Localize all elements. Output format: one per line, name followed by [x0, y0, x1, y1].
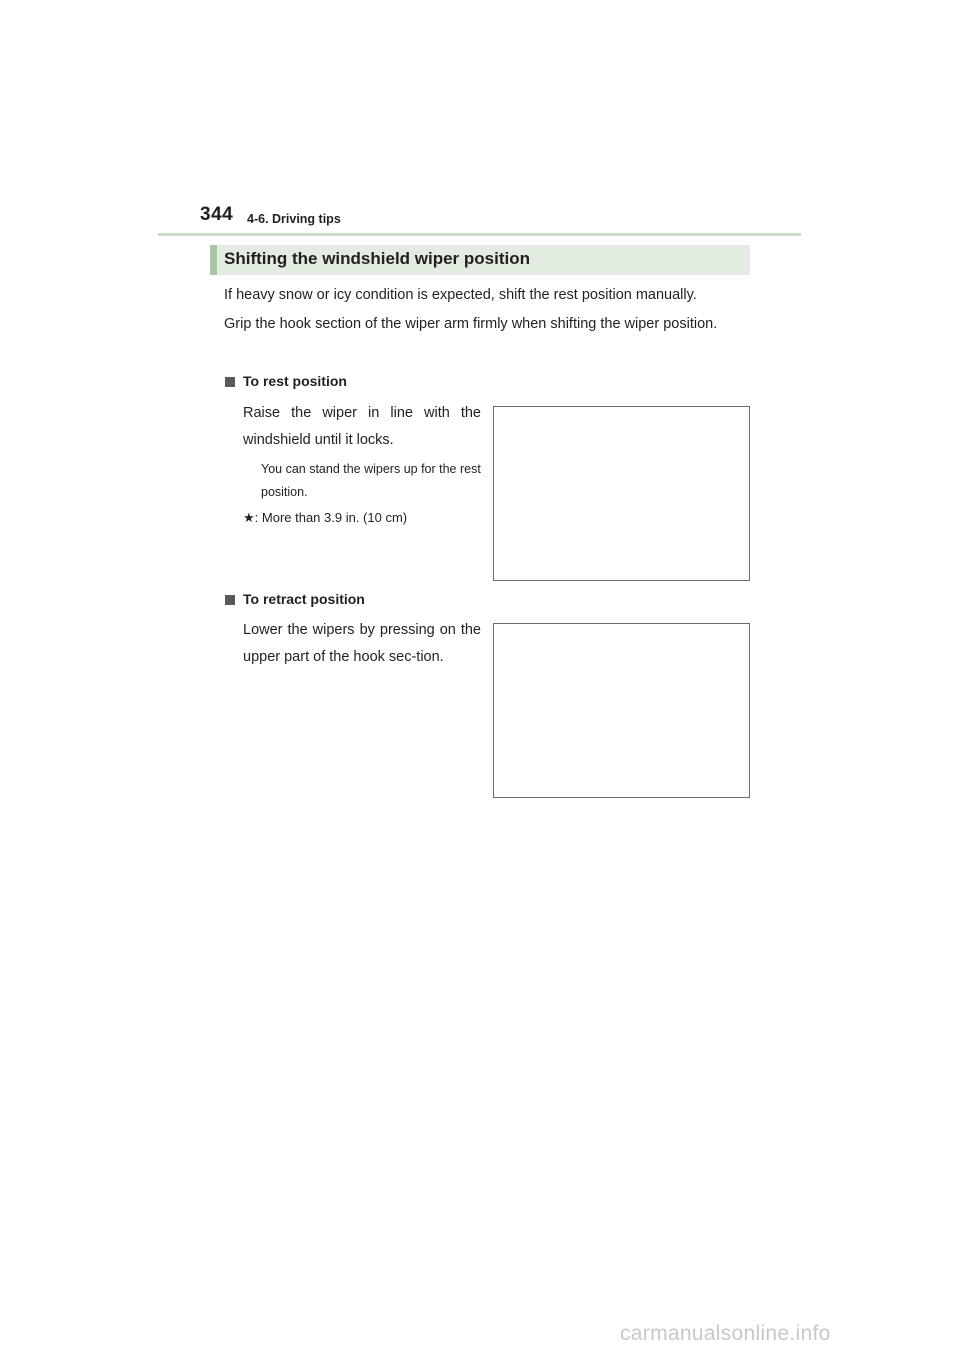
- bullet-square-icon: [225, 595, 235, 605]
- bullet-square-icon: [225, 377, 235, 387]
- retract-position-heading: To retract position: [243, 591, 365, 607]
- watermark: carmanualsonline.info: [620, 1322, 831, 1345]
- retract-position-figure: [493, 623, 750, 798]
- rest-position-note: You can stand the wipers up for the rest position.: [261, 462, 481, 499]
- intro-paragraph-1: If heavy snow or icy condition is expected, shift the rest position manually.: [224, 287, 697, 303]
- intro-paragraph-2: Grip the hook section of the wiper arm firmly when shifting the wiper position.: [224, 316, 718, 332]
- section-title: Shifting the windshield wiper position: [224, 249, 530, 268]
- retract-position-body: Lower the wipers by pressing on the upper part of the hook sec-tion.: [243, 622, 481, 665]
- rest-position-body: Raise the wiper in line with the windshield until it locks.: [243, 405, 481, 448]
- rest-position-heading: To rest position: [243, 373, 347, 389]
- header-rule: [158, 233, 801, 236]
- rest-position-figure: [493, 406, 750, 581]
- page-number: 344: [200, 204, 234, 225]
- star-icon: ★: [243, 510, 255, 525]
- section-title-bar: [210, 245, 750, 275]
- section-label: 4-6. Driving tips: [247, 212, 341, 226]
- star-dimension-note: [243, 510, 407, 526]
- star-note-text: : More than 3.9 in. (10 cm): [254, 510, 408, 525]
